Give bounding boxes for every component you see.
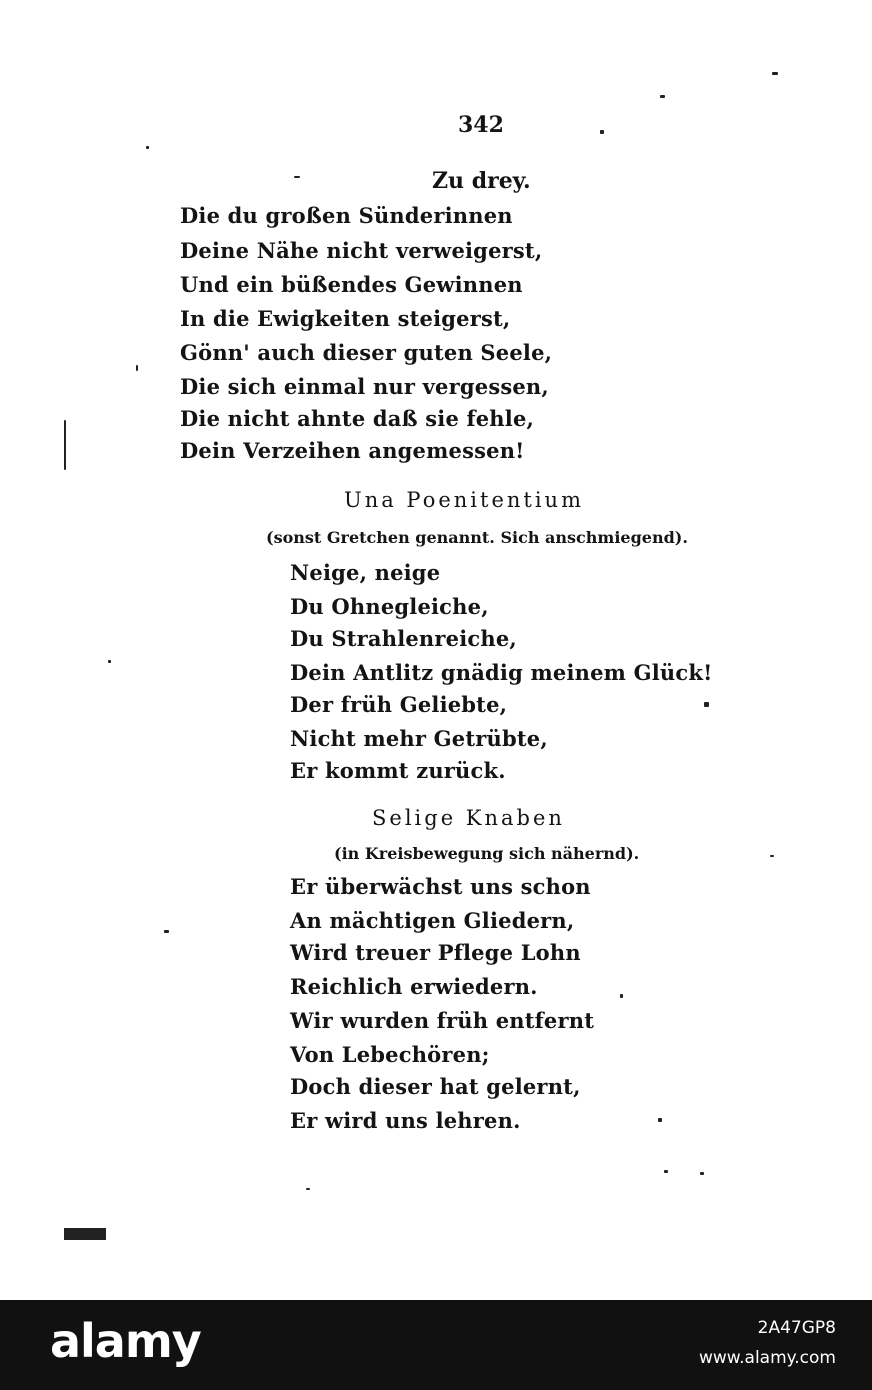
scan-speck (664, 1170, 668, 1173)
verse-line: Die sich einmal nur vergessen, (180, 374, 549, 399)
verse-line: Du Ohnegleiche, (290, 594, 489, 619)
verse-line: Du Strahlenreiche, (290, 626, 517, 651)
scan-speck (658, 1118, 662, 1122)
scan-speck (164, 930, 169, 933)
scan-speck (146, 146, 149, 149)
verse-line: Die du großen Sünderinnen (180, 203, 513, 228)
verse-line: Deine Nähe nicht verweigerst, (180, 238, 543, 263)
page-number: 342 (458, 112, 504, 138)
verse-line: Der früh Geliebte, (290, 692, 508, 717)
verse-line: Gönn' auch dieser guten Seele, (180, 340, 553, 365)
image-code: 2A47GP8 (757, 1318, 836, 1338)
scan-speck (660, 95, 665, 98)
scan-speck (700, 1172, 704, 1175)
verse-line: Reichlich erwiedern. (290, 974, 538, 999)
verse-line: An mächtigen Gliedern, (290, 908, 575, 933)
scan-speck (136, 365, 138, 371)
verse-line: Wird treuer Pflege Lohn (290, 940, 581, 965)
scan-speck (620, 994, 623, 998)
verse-line: Nicht mehr Getrübte, (290, 726, 548, 751)
speaker-name: Una Poenitentium (344, 488, 584, 512)
brand-logo: alamy (50, 1314, 201, 1368)
verse-line: Doch dieser hat gelernt, (290, 1074, 581, 1099)
scan-speck (306, 1188, 310, 1190)
verse-line: In die Ewigkeiten steigerst, (180, 306, 511, 331)
verse-line: Die nicht ahnte daß sie fehle, (180, 406, 535, 431)
verse-line: Neige, neige (290, 560, 441, 585)
scan-edge-mark (64, 420, 66, 470)
verse-line: Dein Verzeihen angemessen! (180, 438, 525, 463)
watermark-url: www.alamy.com (698, 1348, 836, 1368)
verse-line: Er wird uns lehren. (290, 1108, 521, 1133)
verse-line: Wir wurden früh entfernt (290, 1008, 595, 1033)
scan-speck (770, 855, 774, 857)
verse-line: Dein Antlitz gnädig meinem Glück! (290, 660, 713, 685)
scan-speck (108, 660, 111, 663)
scan-speck (600, 130, 604, 134)
verse-line: Er überwächst uns schon (290, 874, 591, 899)
scan-speck (704, 702, 709, 707)
scan-corner-mark (64, 1228, 106, 1240)
scan-speck (294, 176, 300, 178)
stage-direction: (sonst Gretchen genannt. Sich anschmiegend). (266, 528, 688, 547)
verse-line: Und ein büßendes Gewinnen (180, 272, 523, 297)
speaker-name: Selige Knaben (372, 806, 565, 830)
stage-direction: (in Kreisbewegung sich nähernd). (334, 844, 640, 863)
verse-line: Er kommt zurück. (290, 758, 506, 783)
verse-line: Von Lebechören; (290, 1042, 490, 1067)
section-heading-zu-drey: Zu drey. (432, 168, 531, 194)
scan-speck (772, 72, 778, 75)
